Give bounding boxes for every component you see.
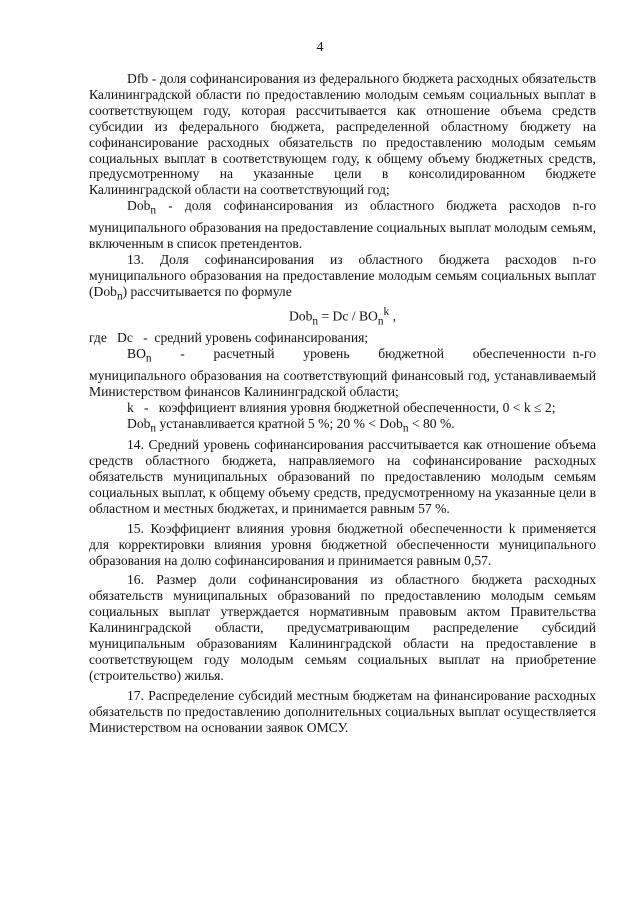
- term-bo: BO: [127, 346, 146, 362]
- paragraph-13-text: 13. Доля софинансирования из областного бюджета расходов n-го муниципального образования на предоставление молодым семьям социальных выплат (Dob: [89, 251, 596, 299]
- definition-dobn-text: устанавливается кратной 5 %; 20 % < Dob: [156, 415, 403, 431]
- formula-sup: k: [383, 306, 390, 319]
- paragraph-13-end: ) рассчитывается по формуле: [122, 283, 292, 299]
- paragraph-16: 16. Размер доли софинансирования из областного бюджета расходных обязательств муниципальных образований по предоставлению молодым семьям социальных выплат утверждается нормативным правовым актом Правительства Калининградской области, предусматривающим распределение субсидий муниципальным образованиям Калининградской области на предоставление в соответствующем году молодым семьям социальных выплат на приобретение (строительство) жилья.: [89, 572, 596, 683]
- formula-left-sub: n: [312, 315, 319, 328]
- term-dob: Dob: [127, 198, 151, 214]
- page-number: 4: [316, 40, 324, 55]
- formula-mid: = Dc / BO: [318, 308, 378, 324]
- definition-dobn-end: < 80 %.: [408, 415, 455, 431]
- paragraph-17: 17. Распределение субсидий местным бюджетам на финансирование расходных обязательств по предоставлению дополнительных социальных выплат осуществляется Министерством на основании заявок ОМСУ.: [89, 687, 596, 735]
- formula: [89, 305, 596, 330]
- paragraph-dobn: [89, 198, 596, 251]
- subscript-n: n: [150, 204, 157, 217]
- definition-bo: [89, 346, 600, 399]
- formula-mid-sub: n: [377, 315, 384, 328]
- definition-dobn: [89, 416, 596, 438]
- subscript-n: n: [150, 422, 157, 435]
- paragraph-14: 14. Средний уровень софинансирования рассчитывается как отношение объема средств областного бюджета, направляемого на софинансирование расходных обязательств муниципальных образований по предоставлению молодым семьям социальных выплат, к общему объему средств, предусмотренному на указанные цели в областном и местных бюджетах, и принимается равным 57 %.: [89, 437, 596, 516]
- paragraph-dobn-text: - доля софинансирования из областного бюджета расходов n-го муниципального образования на предоставление социальных выплат молодым семьям, включенным в список претендентов.: [89, 198, 596, 251]
- formula-end: ,: [389, 308, 396, 324]
- paragraph-13: [89, 252, 596, 305]
- subscript-n: n: [145, 352, 152, 365]
- document-body: [89, 71, 600, 735]
- formula-left: Dob: [288, 308, 313, 324]
- paragraph-dfb: Dfb - доля софинансирования из федерального бюджета расходных обязательств Калининградской области по предоставлению молодым семьям социальных выплат в соответствующем году, которая рассчитывается как отношение объема средств субсидии из федерального бюджета, распределенной областному бюджету на софинансирование расходных обязательств по предоставлению молодым семьям социальных выплат в соответствующем году, к общему объему бюджетных средств, предусмотренному на указанные цели в консолидированном бюджете Калининградской области на соответствующий год;: [89, 71, 596, 198]
- definition-bo-text: - расчетный уровень бюджетной обеспеченности n-го муниципального образования на соответствующий финансовый год, устанавливаемый Министерством финансов Калининградской области;: [89, 346, 600, 399]
- subscript-n: n: [402, 422, 409, 435]
- paragraph-15: 15. Коэффициент влияния уровня бюджетной обеспеченности k применяется для корректировки влияния уровня бюджетной обеспеченности муниципального образования на долю софинансирования и принимается равным 0,57.: [89, 520, 596, 568]
- term-dob: Dob: [127, 415, 151, 431]
- definition-k: k - коэффициент влияния уровня бюджетной обеспеченности, 0 < k ≤ 2;: [127, 399, 556, 415]
- definition-dc: где Dc - средний уровень софинансирования;: [89, 330, 369, 346]
- subscript-n: n: [116, 290, 123, 303]
